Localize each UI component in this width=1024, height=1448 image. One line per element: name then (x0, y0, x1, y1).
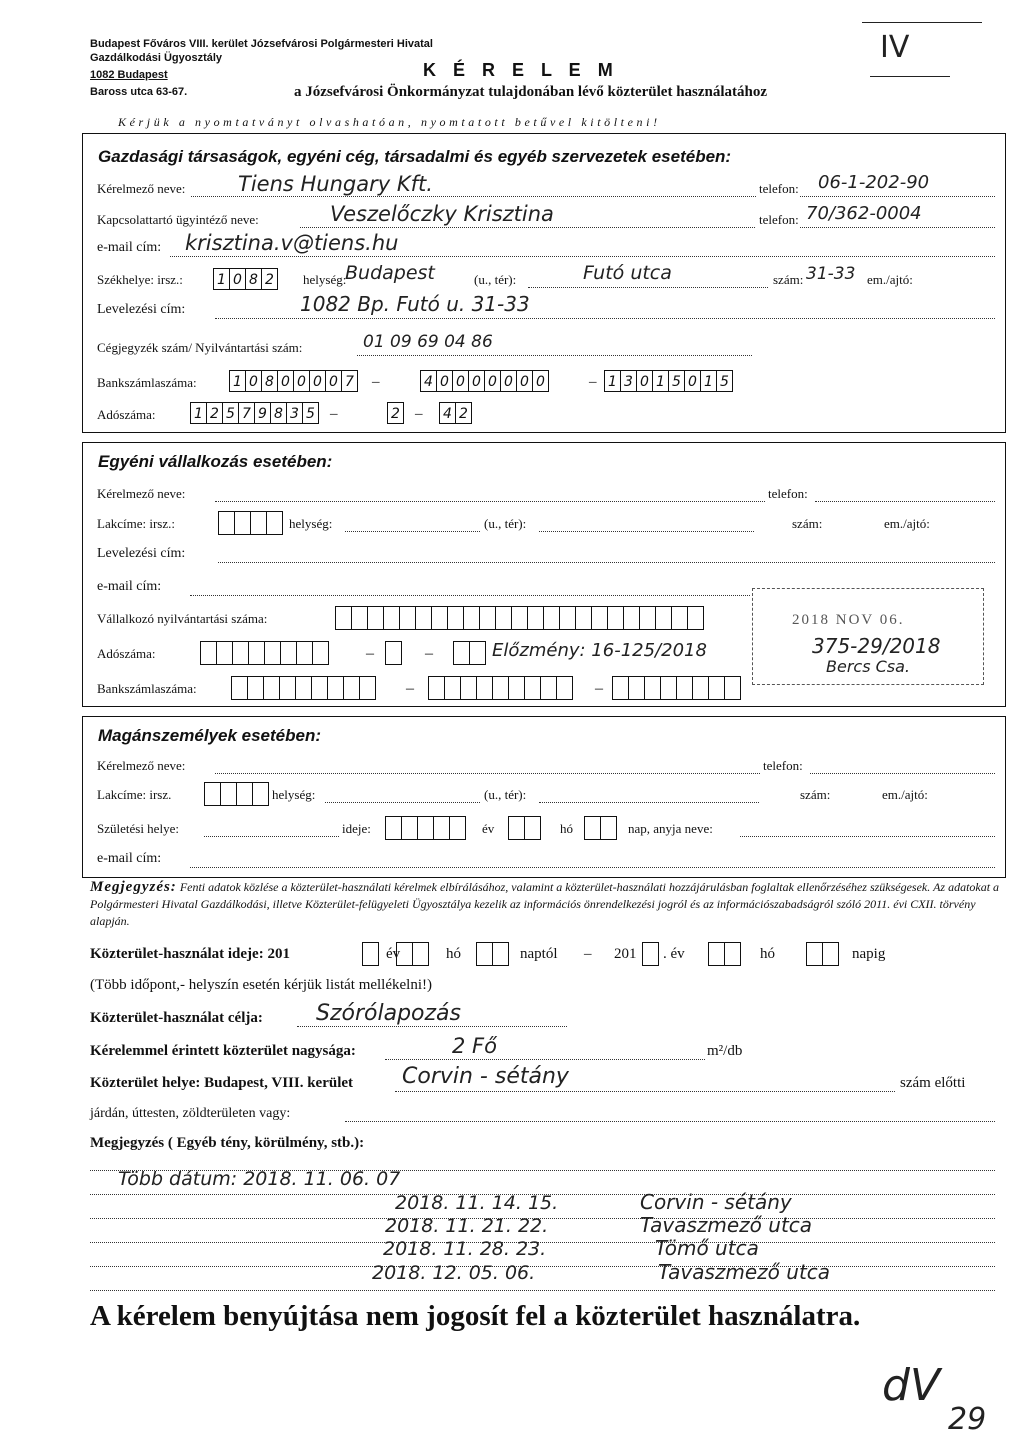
zip-cell[interactable] (252, 782, 269, 806)
month-cell[interactable] (396, 942, 413, 966)
reg-cell[interactable] (367, 606, 384, 630)
seat-city-value[interactable]: Budapest (345, 262, 435, 284)
reg-cell[interactable] (543, 606, 560, 630)
seat-zip-digit[interactable]: 0 (229, 268, 246, 290)
stamp-number: 375-29/2018 (812, 634, 941, 658)
sole-phone-label: telefon: (768, 486, 808, 501)
tax-cell[interactable] (385, 641, 402, 665)
note-text-2: Az adatokat a Polgármesteri Hivatal Gazdálkodási, illetve Közterület-felügyeleti Ügyosztálya kezelik az információs önrendelkezési jogról és az információszabadságról szóló 2011. évi CXII. törvény alapján. (90, 880, 1000, 928)
seat-city-label: helység: (303, 272, 347, 287)
remarks-entry-place[interactable]: Corvin - sétány (640, 1190, 792, 1214)
purpose-value[interactable]: Szórólapozás (316, 1001, 461, 1026)
usage-from-month-label: hó (446, 946, 461, 962)
tax-digit[interactable]: 3 (286, 402, 303, 424)
year-cell[interactable] (417, 816, 434, 840)
tax-digit[interactable]: 1 (190, 402, 207, 424)
bank-cell[interactable] (708, 676, 725, 700)
purpose-line (297, 1026, 567, 1027)
bank-digit[interactable]: 1 (700, 370, 717, 392)
bank-cell[interactable] (524, 676, 541, 700)
company-bank-group-2[interactable] (420, 370, 548, 392)
remarks-entry-date[interactable]: 2018. 11. 28. 23. (383, 1238, 547, 1260)
company-applicant-value[interactable]: Tiens Hungary Kft. (238, 172, 433, 196)
bank-digit[interactable]: 0 (516, 370, 533, 392)
tax-cell[interactable] (453, 641, 470, 665)
company-tax-group-1[interactable] (190, 402, 318, 424)
bank-digit[interactable]: 8 (261, 370, 278, 392)
bank-digit[interactable]: 0 (468, 370, 485, 392)
bank-digit[interactable]: 0 (532, 370, 549, 392)
company-tax-label: Adószáma: (97, 407, 156, 422)
sole-bank-group-2[interactable] (428, 676, 572, 700)
month-cell[interactable] (724, 942, 741, 966)
bank-cell[interactable] (492, 676, 509, 700)
zip-cell[interactable] (250, 511, 267, 535)
surface-label: járdán, úttesten, zöldterületen vagy: (90, 1106, 291, 1121)
reg-cell[interactable] (335, 606, 352, 630)
usage-to-label: napig (852, 946, 886, 962)
tax-cell[interactable] (264, 641, 281, 665)
bank-cell[interactable] (644, 676, 661, 700)
day-cell[interactable] (806, 942, 823, 966)
private-email-line (190, 867, 995, 868)
bank-cell[interactable] (311, 676, 328, 700)
bank-digit[interactable]: 0 (436, 370, 453, 392)
zip-cell[interactable] (234, 511, 251, 535)
reg-cell[interactable] (687, 606, 704, 630)
bank-digit[interactable]: 0 (484, 370, 501, 392)
tax-cell[interactable] (248, 641, 265, 665)
month-cell[interactable] (508, 816, 525, 840)
usage-to-month-label: hó (760, 946, 775, 962)
sole-applicant-line (215, 501, 765, 502)
contact-label: Kapcsolattartó ügyintéző neve: (97, 212, 259, 227)
sole-address-label: Lakcíme: irsz.: (97, 516, 175, 531)
day-cell[interactable] (584, 816, 601, 840)
contact-phone-value[interactable]: 70/362-0004 (806, 203, 922, 224)
bank-digit[interactable]: 0 (309, 370, 326, 392)
remarks-entry-date[interactable]: 2018. 11. 14. 15. (395, 1192, 559, 1214)
reg-cell[interactable] (447, 606, 464, 630)
day-cell[interactable] (476, 942, 493, 966)
birth-place-label: Születési helye: (97, 821, 179, 836)
reg-cell[interactable] (351, 606, 368, 630)
sole-tax-group-2[interactable] (385, 641, 401, 665)
company-email-label: e-mail cím: (97, 240, 162, 255)
year-cell[interactable] (385, 816, 402, 840)
corner-line-2 (870, 76, 950, 77)
month-cell[interactable] (524, 816, 541, 840)
footer-warning: A kérelem benyújtása nem jogosít fel a közterület használatra. (90, 1300, 861, 1332)
remarks-entry-date[interactable]: 2018. 12. 05. 06. (372, 1262, 536, 1284)
bank-cell[interactable] (279, 676, 296, 700)
remarks-label: Megjegyzés ( Egyéb tény, körülmény, stb.): (90, 1135, 365, 1151)
seat-zip-cells[interactable] (213, 268, 277, 290)
bank-cell[interactable] (295, 676, 312, 700)
bank-cell[interactable] (444, 676, 461, 700)
sole-street-line (539, 531, 754, 532)
usage-from-day-cells[interactable] (476, 942, 508, 966)
reg-cell[interactable] (479, 606, 496, 630)
bank-digit[interactable]: 0 (245, 370, 262, 392)
tax-digit[interactable]: 2 (455, 402, 472, 424)
bank-cell[interactable] (460, 676, 477, 700)
bank-separator-2: – (589, 374, 597, 390)
bank-digit[interactable]: 1 (604, 370, 621, 392)
company-tax-group-2[interactable] (387, 402, 403, 424)
zip-cell[interactable] (204, 782, 221, 806)
registry-label: Cégjegyzék szám/ Nyilvántartási szám: (97, 340, 303, 355)
sole-bank-label: Bankszámlaszáma: (97, 681, 197, 696)
sole-city-label: helység: (289, 516, 333, 531)
mother-name-line (740, 836, 995, 837)
form-title: K É R E L E M (423, 60, 619, 80)
year-cell[interactable] (433, 816, 450, 840)
reg-cell[interactable] (623, 606, 640, 630)
prior-case-note: Előzmény: 16-125/2018 (492, 640, 707, 661)
bank-digit[interactable]: 0 (636, 370, 653, 392)
bank-cell[interactable] (676, 676, 693, 700)
sole-email-line (190, 595, 750, 596)
company-phone-value[interactable]: 06-1-202-90 (818, 172, 930, 193)
birth-month-cells[interactable] (508, 816, 540, 840)
bank-digit[interactable]: 0 (293, 370, 310, 392)
org-zip-city: 1082 Budapest (90, 69, 168, 81)
sole-bank-sep-2: – (595, 680, 603, 697)
bank-digit[interactable]: 7 (341, 370, 358, 392)
company-bank-label: Bankszámlaszáma: (97, 375, 197, 390)
note-text-1: Fenti adatok közlése a közterület-használati kérelmek elbírálásához, valamint a közterület-használati hozzájárulásban foglaltak ellenőrzéséhez szükségesek. (179, 880, 931, 894)
bank-cell[interactable] (476, 676, 493, 700)
usage-from-month-cells[interactable] (396, 942, 428, 966)
private-zip-cells[interactable] (204, 782, 268, 806)
company-applicant-line (191, 196, 756, 197)
page-number: 29 (948, 1402, 987, 1437)
multi-date-note: (Több időpont,- helyszín esetén kérjük listát mellékelni!) (90, 977, 432, 993)
bank-digit[interactable]: 0 (500, 370, 517, 392)
bank-cell[interactable] (508, 676, 525, 700)
tax-cell[interactable] (312, 641, 329, 665)
contact-phone-line (800, 227, 995, 228)
bank-digit[interactable]: 0 (452, 370, 469, 392)
tax-digit[interactable]: 4 (439, 402, 456, 424)
signature: dV (882, 1360, 941, 1411)
bank-cell[interactable] (692, 676, 709, 700)
reg-cell[interactable] (639, 606, 656, 630)
usage-to-month-cells[interactable] (708, 942, 740, 966)
size-line (385, 1059, 705, 1060)
tax-separator-1: – (330, 406, 338, 422)
bank-cell[interactable] (428, 676, 445, 700)
reg-cell[interactable] (495, 606, 512, 630)
company-bank-group-3[interactable] (604, 370, 732, 392)
birth-month-label: hó (560, 821, 573, 836)
year-cell[interactable] (449, 816, 466, 840)
sole-tax-group-3[interactable] (453, 641, 485, 665)
zip-cell[interactable] (266, 511, 283, 535)
section-sole-trader-title: Egyéni vállalkozás esetében: (98, 452, 333, 471)
day-cell[interactable] (492, 942, 509, 966)
tax-cell[interactable] (280, 641, 297, 665)
size-unit: m²/db (707, 1043, 743, 1059)
private-city-line (325, 802, 480, 803)
usage-from-year-label: év (386, 946, 401, 962)
day-cell[interactable] (600, 816, 617, 840)
tax-cell[interactable] (200, 641, 217, 665)
private-city-label: helység: (272, 787, 316, 802)
corner-line (862, 22, 982, 23)
sole-tax-label: Adószáma: (97, 646, 156, 661)
contact-value[interactable]: Veszelőczky Krisztina (330, 202, 554, 226)
usage-to-year-prefix: 201 (614, 946, 637, 962)
zip-cell[interactable] (236, 782, 253, 806)
seat-zip-digit[interactable]: 8 (245, 268, 262, 290)
sole-tax-sep-2: – (425, 645, 433, 662)
mail-address-value[interactable]: 1082 Bp. Futó u. 31-33 (300, 292, 530, 316)
seat-number-label: szám: (773, 272, 804, 287)
bank-digit[interactable]: 3 (620, 370, 637, 392)
surface-line (345, 1121, 995, 1122)
bank-cell[interactable] (556, 676, 573, 700)
bank-separator-1: – (372, 374, 380, 390)
reg-cell[interactable] (607, 606, 624, 630)
private-phone-line (810, 773, 995, 774)
birth-year-label: év (482, 821, 495, 836)
instruction-text: Kérjük a nyomtatványt olvashatóan, nyomtatott betűvel kitölteni! (118, 115, 661, 129)
tax-digit[interactable]: 5 (302, 402, 319, 424)
sole-tax-sep-1: – (366, 645, 374, 662)
bank-cell[interactable] (359, 676, 376, 700)
birth-day-cells[interactable] (584, 816, 616, 840)
tax-digit[interactable]: 9 (254, 402, 271, 424)
contact-phone-label: telefon: (759, 212, 799, 227)
sole-floor-label: em./ajtó: (884, 516, 930, 531)
org-name: Budapest Főváros VIII. kerület Józsefvárosi Polgármesteri Hivatal (90, 38, 433, 50)
tax-cell[interactable] (469, 641, 486, 665)
usage-to-year-cell[interactable] (642, 942, 658, 966)
bank-cell[interactable] (263, 676, 280, 700)
bank-cell[interactable] (343, 676, 360, 700)
location-value[interactable]: Corvin - sétány (402, 1064, 569, 1089)
seat-number-value[interactable]: 31-33 (806, 264, 856, 284)
section-company-title: Gazdasági társaságok, egyéni cég, társadalmi és egyéb szervezetek esetében: (98, 147, 732, 166)
birth-day-label: nap, anyja neve: (628, 821, 713, 836)
seat-zip-digit[interactable]: 2 (261, 268, 278, 290)
seat-floor-label: em./ajtó: (867, 272, 913, 287)
sole-zip-cells[interactable] (218, 511, 282, 535)
seat-street-line (528, 287, 768, 288)
company-phone-label: telefon: (759, 181, 799, 196)
reg-cell[interactable] (511, 606, 528, 630)
remarks-entry-place[interactable]: Tömő utca (655, 1236, 759, 1260)
tax-digit[interactable]: 2 (206, 402, 223, 424)
bank-cell[interactable] (660, 676, 677, 700)
birth-date-label: ideje: (342, 821, 371, 836)
month-cell[interactable] (708, 942, 725, 966)
sole-bank-sep-1: – (406, 680, 414, 697)
remarks-entry-place[interactable]: Tavaszmező utca (640, 1213, 813, 1237)
location-suffix: szám előtti (900, 1075, 966, 1091)
private-applicant-label: Kérelmező neve: (97, 758, 186, 773)
seat-zip-digit[interactable]: 1 (213, 268, 230, 290)
sole-registry-label: Vállalkozó nyilvántartási száma: (97, 611, 268, 626)
zip-cell[interactable] (218, 511, 235, 535)
sole-applicant-label: Kérelmező neve: (97, 486, 186, 501)
usage-period-label: Közterület-használat ideje: 201 (90, 946, 290, 962)
bank-digit[interactable]: 0 (325, 370, 342, 392)
day-cell[interactable] (822, 942, 839, 966)
tax-digit[interactable]: 7 (238, 402, 255, 424)
location-line (395, 1091, 895, 1092)
private-number-label: szám: (800, 787, 831, 802)
year-cell[interactable] (362, 942, 379, 966)
usage-range-dash: – (584, 946, 592, 962)
sole-mail-line (218, 562, 995, 563)
registry-line (357, 355, 752, 356)
org-street: Baross utca 63-67. (90, 86, 188, 98)
size-value[interactable]: 2 Fő (452, 1034, 497, 1058)
bank-cell[interactable] (327, 676, 344, 700)
year-cell[interactable] (401, 816, 418, 840)
private-email-label: e-mail cím: (97, 851, 162, 866)
bank-cell[interactable] (247, 676, 264, 700)
org-department: Gazdálkodási Ügyosztály (90, 52, 223, 64)
private-address-label: Lakcíme: irsz. (97, 787, 172, 802)
seat-street-label: (u., tér): (474, 272, 517, 287)
bank-digit[interactable]: 5 (716, 370, 733, 392)
reg-cell[interactable] (655, 606, 672, 630)
bank-digit[interactable]: 1 (652, 370, 669, 392)
remarks-entry-place[interactable]: Tavaszmező utca (658, 1260, 831, 1284)
month-cell[interactable] (412, 942, 429, 966)
contact-line (300, 227, 755, 228)
note-block (90, 879, 1005, 930)
reg-cell[interactable] (399, 606, 416, 630)
sole-registry-cells[interactable] (335, 606, 703, 630)
zip-cell[interactable] (220, 782, 237, 806)
sole-bank-group-3[interactable] (612, 676, 740, 700)
size-label: Kérelemmel érintett közterület nagysága: (90, 1043, 356, 1059)
bank-digit[interactable]: 1 (229, 370, 246, 392)
reg-cell[interactable] (527, 606, 544, 630)
usage-to-year-label: . év (663, 946, 685, 962)
bank-digit[interactable]: 0 (277, 370, 294, 392)
usage-from-year-cell[interactable] (362, 942, 378, 966)
private-applicant-line (215, 773, 760, 774)
section-private-title: Magánszemélyek esetében: (98, 726, 321, 745)
usage-to-day-cells[interactable] (806, 942, 838, 966)
reg-cell[interactable] (575, 606, 592, 630)
bank-cell[interactable] (612, 676, 629, 700)
tax-digit[interactable]: 5 (222, 402, 239, 424)
location-label: Közterület helye: Budapest, VIII. kerület (90, 1075, 354, 1091)
stamp-name: Bercs Csa. (826, 657, 911, 676)
bank-digit[interactable]: 5 (668, 370, 685, 392)
tax-cell[interactable] (216, 641, 233, 665)
form-subtitle: a Józsefvárosi Önkormányzat tulajdonában lévő közterület használatához (294, 84, 768, 100)
reg-cell[interactable] (463, 606, 480, 630)
sole-email-label: e-mail cím: (97, 579, 162, 594)
company-email-line (170, 256, 995, 257)
private-floor-label: em./ajtó: (882, 787, 928, 802)
private-street-label: (u., tér): (484, 787, 527, 802)
seat-label: Székhelye: irsz.: (97, 272, 183, 287)
sole-mail-label: Levelezési cím: (97, 546, 186, 561)
sole-tax-group-1[interactable] (200, 641, 328, 665)
company-bank-group-1[interactable] (229, 370, 357, 392)
reg-cell[interactable] (559, 606, 576, 630)
company-phone-line (800, 196, 995, 197)
note-heading: Megjegyzés: (90, 879, 177, 895)
tax-digit[interactable]: 2 (387, 402, 404, 424)
corner-mark: IV (880, 30, 910, 65)
bank-digit[interactable]: 4 (420, 370, 437, 392)
year-cell[interactable] (642, 942, 659, 966)
sole-bank-group-1[interactable] (231, 676, 375, 700)
company-applicant-label: Kérelmező neve: (97, 181, 186, 196)
remarks-line (90, 1290, 995, 1291)
mail-address-label: Levelezési cím: (97, 302, 186, 317)
company-email-value[interactable]: krisztina.v@tiens.hu (185, 231, 399, 255)
purpose-label: Közterület-használat célja: (90, 1010, 263, 1026)
bank-digit[interactable]: 0 (684, 370, 701, 392)
mail-address-line (215, 318, 995, 319)
reg-cell[interactable] (431, 606, 448, 630)
birth-place-line (204, 836, 339, 837)
bank-cell[interactable] (231, 676, 248, 700)
usage-from-label: naptól (520, 946, 558, 962)
remarks-line (90, 1266, 995, 1267)
reg-cell[interactable] (671, 606, 688, 630)
tax-cell[interactable] (232, 641, 249, 665)
private-street-line (539, 802, 759, 803)
birth-year-cells[interactable] (385, 816, 465, 840)
remarks-entry-date[interactable]: 2018. 11. 21. 22. (385, 1215, 549, 1237)
reg-cell[interactable] (383, 606, 400, 630)
registry-value[interactable]: 01 09 69 04 86 (363, 332, 493, 352)
tax-cell[interactable] (296, 641, 313, 665)
seat-street-value[interactable]: Futó utca (583, 262, 672, 284)
remarks-entry-date[interactable]: Több dátum: 2018. 11. 06. 07 (118, 1168, 401, 1190)
sole-street-label: (u., tér): (484, 516, 527, 531)
bank-cell[interactable] (724, 676, 741, 700)
sole-city-line (345, 531, 480, 532)
reg-cell[interactable] (591, 606, 608, 630)
reg-cell[interactable] (415, 606, 432, 630)
company-tax-group-3[interactable] (439, 402, 471, 424)
private-phone-label: telefon: (763, 758, 803, 773)
stamp-date: 2018 NOV 06. (792, 612, 905, 628)
bank-cell[interactable] (628, 676, 645, 700)
tax-separator-2: – (415, 406, 423, 422)
sole-phone-line (815, 501, 995, 502)
tax-digit[interactable]: 8 (270, 402, 287, 424)
bank-cell[interactable] (540, 676, 557, 700)
sole-number-label: szám: (792, 516, 823, 531)
